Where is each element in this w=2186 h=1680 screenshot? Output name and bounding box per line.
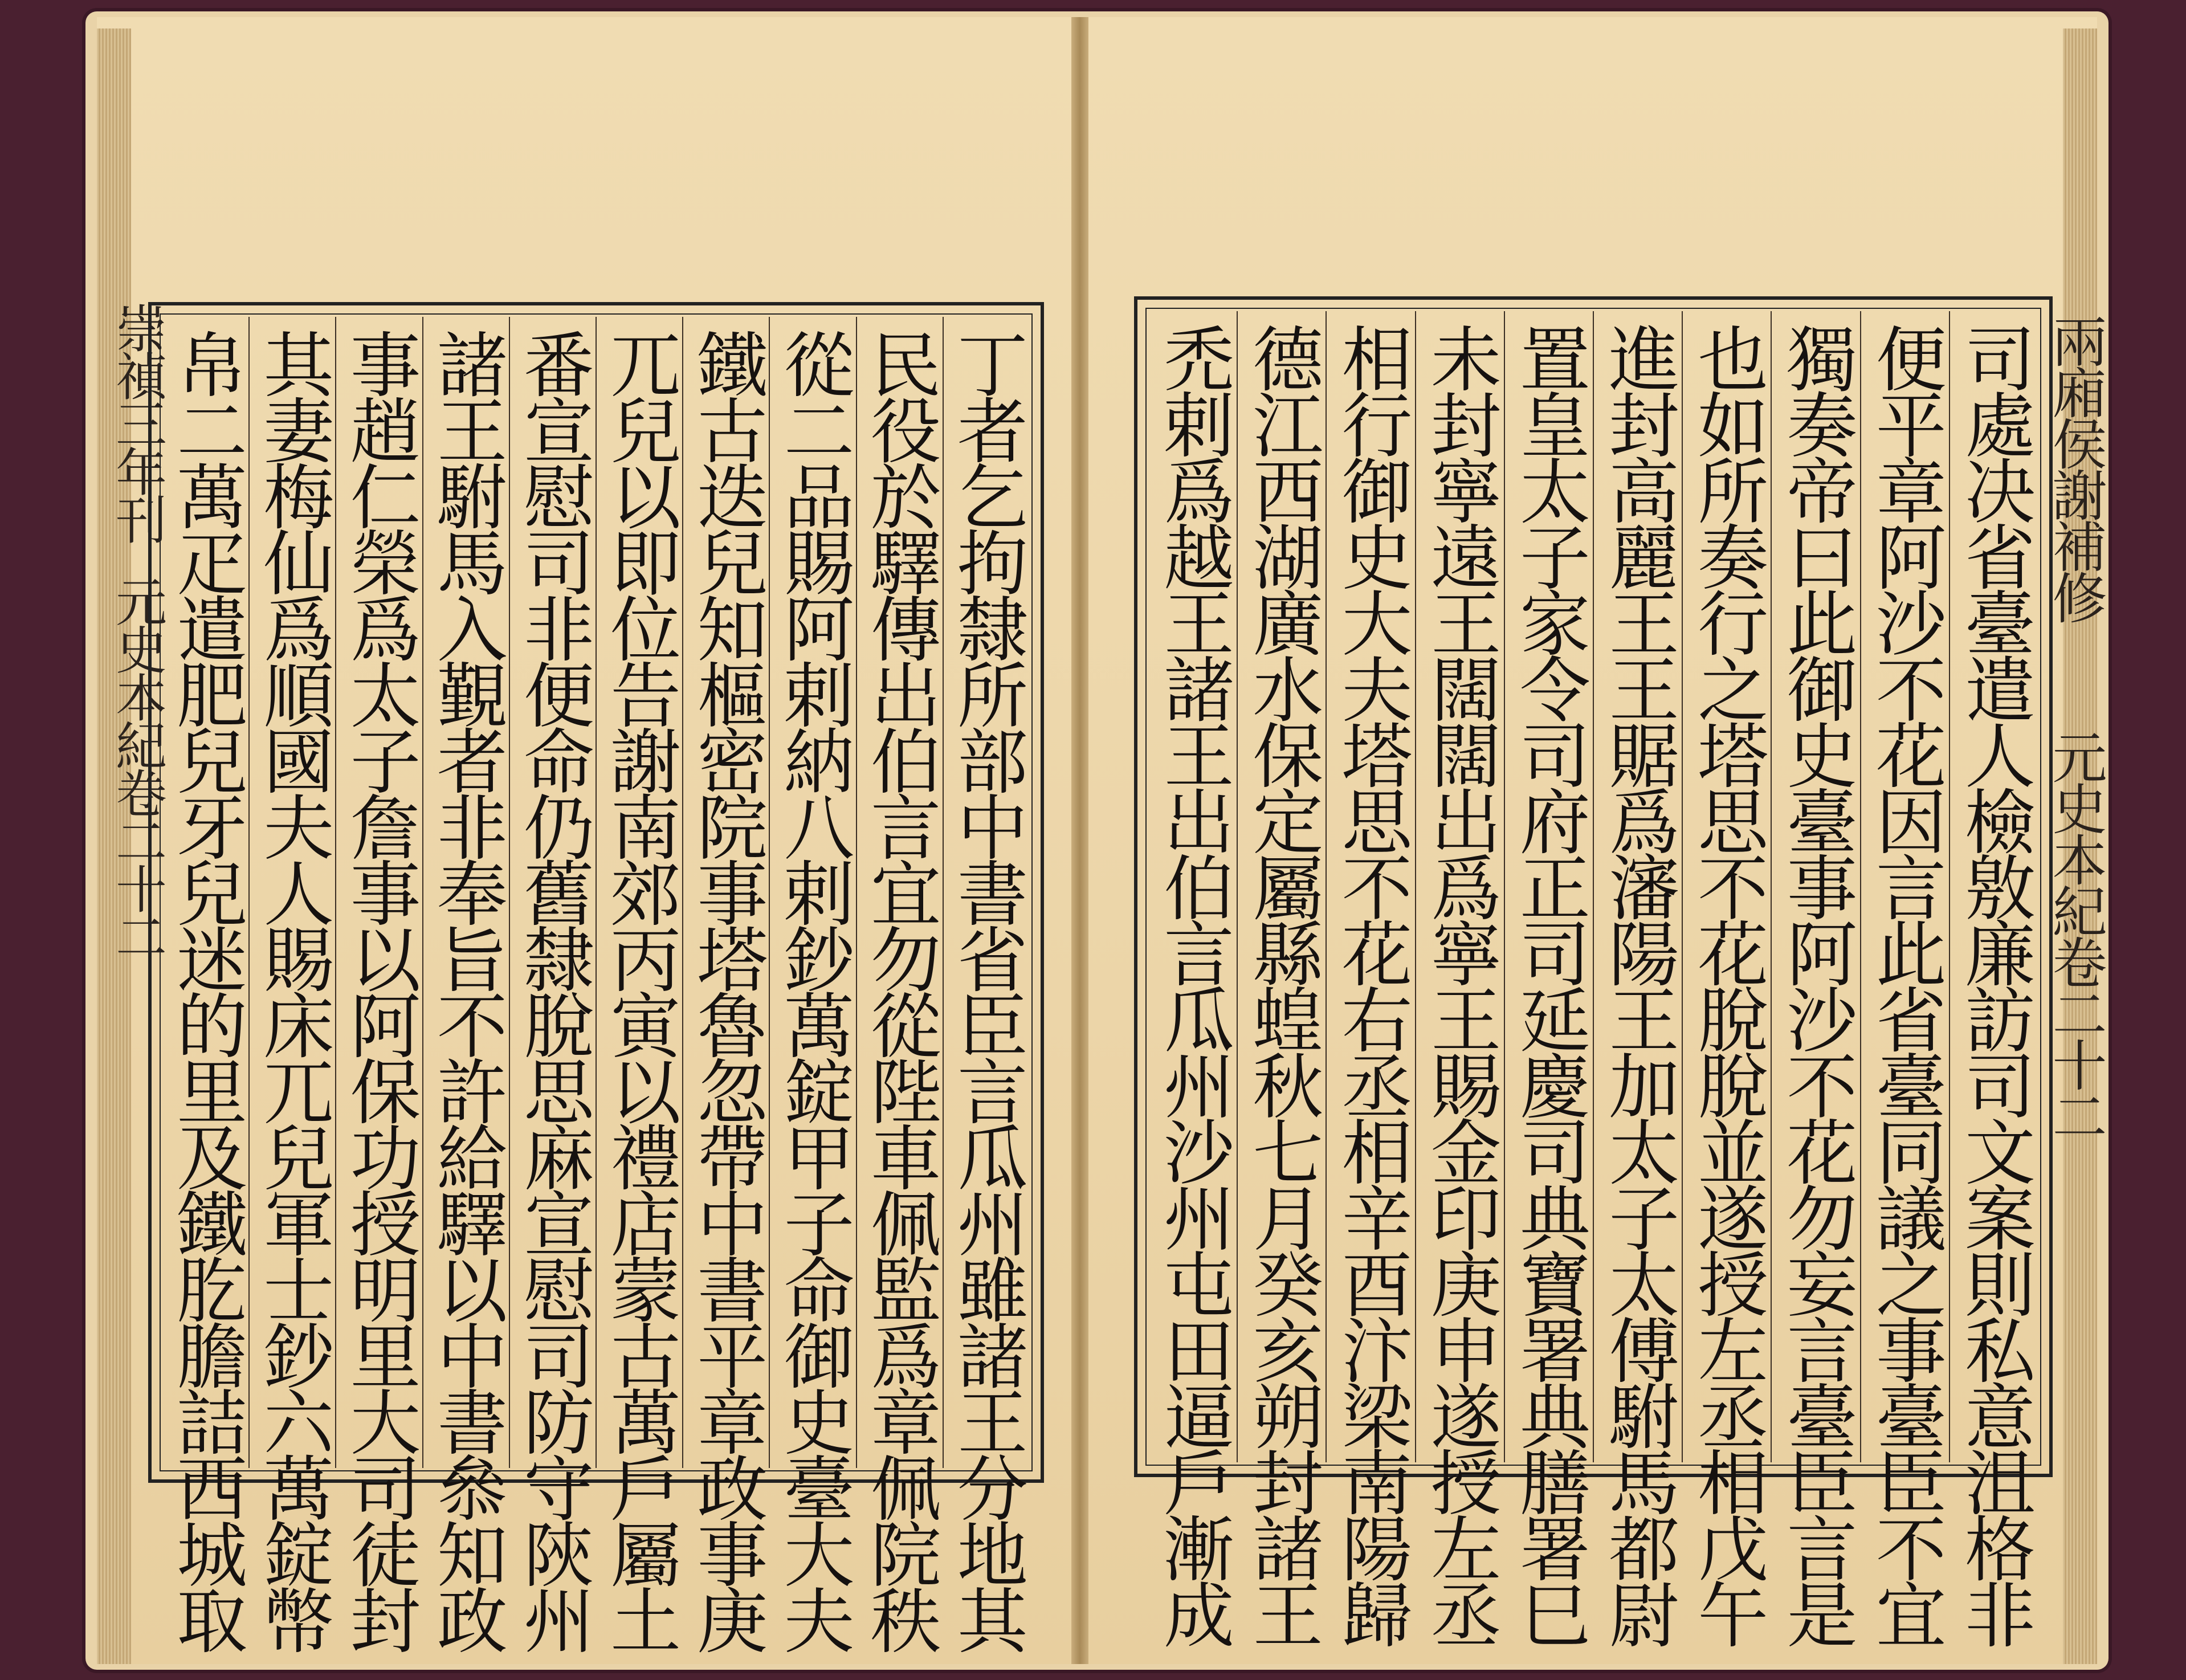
edition-title: 崇禎三年刊 bbox=[107, 302, 166, 541]
text-column: 司處决省臺遣人檢敫廉訪司文案則私意沮格非 bbox=[1949, 311, 2038, 1462]
text-column: 德江西湖廣水保定屬縣蝗秋七月癸亥朔封諸王 bbox=[1237, 311, 1326, 1462]
right-margin-header bbox=[2044, 313, 2107, 621]
right-text-frame bbox=[1134, 296, 2053, 1645]
text-column: 鐵古迭兒知樞密院事塔魯忽帶中書平章政事庚 bbox=[682, 317, 769, 1468]
text-column: 帛二萬疋遣肥兒牙兒迷的里及鐵肐膽詰西城取 bbox=[165, 328, 247, 1650]
open-book bbox=[85, 11, 2108, 1670]
chapter-title: 元史本紀卷二十二 bbox=[2044, 729, 2107, 1140]
text-column: 民役於驛傳出伯言宜勿從陛車佩監爲章佩院秩 bbox=[856, 317, 943, 1468]
text-column: 事趙仁榮爲太子詹事以阿保功授明里大司徒封 bbox=[335, 317, 422, 1468]
left-text-frame bbox=[148, 302, 1044, 1650]
text-column: 也如所奏行之塔思不花脫脫並遂授左丞相戊午 bbox=[1682, 311, 1771, 1462]
text-column: 其妻梅仙爲順國夫人賜床兀兒軍士鈔六萬錠幣 bbox=[248, 317, 335, 1468]
text-column: 便平章阿沙不花因言此省臺同議之事臺臣不宜 bbox=[1860, 311, 1949, 1462]
text-column: 兀兒以即位告謝南郊丙寅以禮店蒙古萬戶屬土 bbox=[596, 317, 682, 1468]
text-column: 進封高麗王王䝻爲瀋陽王加太子太傅駙馬都尉 bbox=[1593, 311, 1682, 1462]
text-column: 未封寧遠王闊闊出爲寧王賜金印庚申遂授左丞 bbox=[1415, 311, 1504, 1462]
text-column: 禿剌爲越王諸王出伯言瓜州沙州屯田逼戶漸成 bbox=[1152, 323, 1234, 1645]
text-column: 番宣慰司非便命仍舊隸脫思麻宣慰司防守陝州 bbox=[509, 317, 596, 1468]
book-gutter bbox=[1071, 17, 1088, 1664]
text-column: 相行御史大夫塔思不花右丞相辛酉汴梁南陽歸 bbox=[1326, 311, 1414, 1462]
right-columns bbox=[1149, 311, 2038, 1645]
right-page bbox=[1088, 17, 2107, 1664]
text-column: 置皇太子家令司府正司延慶司典寶署典膳署巳 bbox=[1504, 311, 1593, 1462]
chapter-title: 元史本紀卷二十二 bbox=[107, 576, 166, 959]
text-column: 丁者乞拘隸所部中書省臣言瓜州雖諸王分地其 bbox=[943, 317, 1029, 1468]
text-column: 從二品賜阿剌納八剌鈔萬錠甲子命御史臺大夫 bbox=[769, 317, 855, 1468]
left-page bbox=[97, 17, 1071, 1664]
repair-note: 兩廂侯謝補修 bbox=[2044, 313, 2107, 621]
text-column: 獨奏帝曰此御史臺事阿沙不花勿妄言臺臣言是 bbox=[1771, 311, 1859, 1462]
text-column: 諸王駙馬入覲者非奉旨不許給驛以中書叅知政 bbox=[422, 317, 509, 1468]
left-columns bbox=[163, 317, 1029, 1650]
right-margin-chapter bbox=[2044, 729, 2107, 1140]
